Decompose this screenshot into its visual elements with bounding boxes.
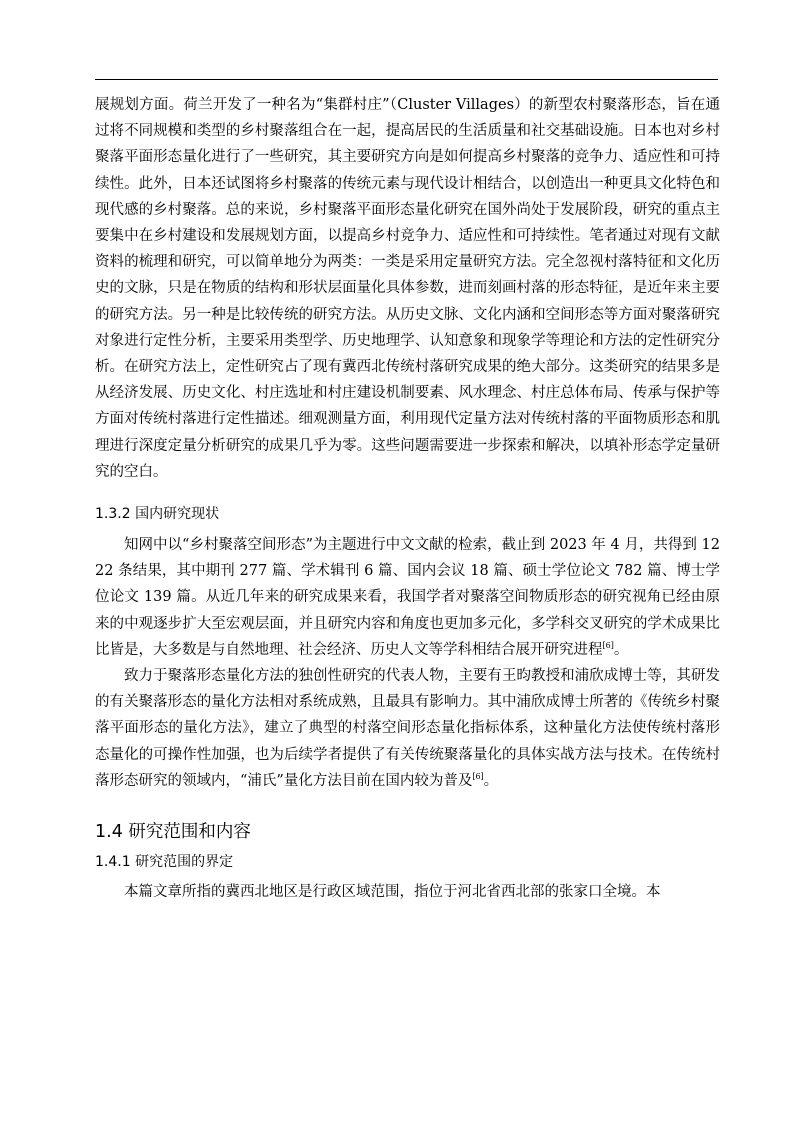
paragraph-end-mark: 。 (613, 641, 629, 658)
paragraph-end-mark: 。 (483, 772, 499, 789)
paragraph-quantification-method (95, 663, 720, 794)
heading-1-3-2: 1.3.2 国内研究现状 (95, 506, 220, 523)
heading-1-4: 1.4 研究范围和内容 (95, 822, 251, 843)
paragraph-study-area: 本篇文章所指的冀西北地区是行政区域范围，指位于河北省西北部的张家口全境。本 (124, 884, 661, 901)
header-rule (95, 79, 718, 80)
heading-1-4-1: 1.4.1 研究范围的界定 (95, 854, 234, 871)
page-content (95, 92, 720, 905)
paragraph-cnki-search-text: 知网中以“乡村聚落空间形态”为主题进行中文文献的检索，截止到 2023 年 4 月，共得到 1222 条结果，其中期刊 277 篇、学术辑刊 6 篇、国内会议 18 篇、硕士学位论文 782 篇、博士学位论文 139 篇。从近几年来的研究成果来看，我国学者对聚落空间物质形态的研究视角已经由原来的中观逐步扩大至宏观层面，并且研究内容和角度也更加多元化，多学科交叉研究的学术成果比比皆是，大多数是与自然地理、社会经济、历史人文等学科相结合展开研究进程 (95, 537, 720, 658)
paragraph-cnki-search (95, 532, 720, 663)
citation-6: [6] (602, 641, 614, 651)
paragraph-foreign-research-continued: 展规划方面。荷兰开发了一种名为“集群村庄”（Cluster Villages）的新型农村聚落形态，旨在通过将不同规模和类型的乡村聚落组合在一起，提高居民的生活质量和社交基础设施。日本也对乡村聚落平面形态量化进行了一些研究，其主要研究方向是如何提高乡村聚落的竞争力、适应性和可持续性。此外，日本还试图将乡村聚落的传统元素与现代设计相结合，以创造出一种更具文化特色和现代感的乡村聚落。总的来说，乡村聚落平面形态量化研究在国外尚处于发展阶段，研究的重点主要集中在乡村建设和发展规划方面，以提高乡村竞争力、适应性和可持续性。笔者通过对现有文献资料的梳理和研究，可以简单地分为两类：一类是采用定量研究方法。完全忽视村落特征和文化历史的文脉，只是在物质的结构和形状层面量化具体参数，进而刻画村落的形态特征，是近年来主要的研究方法。另一种是比较传统的研究方法。从历史文脉、文化内涵和空间形态等方面对聚落研究对象进行定性分析，主要采用类型学、历史地理学、认知意象和现象学等理论和方法的定性研究分析。在研究方法上，定性研究占了现有冀西北传统村落研究成果的绝大部分。这类研究的结果多是从经济发展、历史文化、村庄选址和村庄建设机制要素、风水理念、村庄总体布局、传承与保护等方面对传统村落进行定性描述。细观测量方面，利用现代定量方法对传统村落的平面物质形态和肌理进行深度定量分析研究的成果几乎为零。这些问题需要进一步探索和解决，以填补形态学定量研究的空白。 (95, 97, 720, 480)
paragraph-quantification-text: 致力于聚落形态量化方法的独创性研究的代表人物，主要有王昀教授和浦欣成博士等，其研发的有关聚落形态的量化方法相对系统成熟，且最具有影响力。其中浦欣成博士所著的《传统乡村聚落平面形态的量化方法》，建立了典型的村落空间形态量化指标体系，这种量化方法使传统村落形态量化的可操作性加强，也为后续学者提供了有关传统聚落量化的具体实战方法与技术。在传统村落形态研究的领域内，“浦氏”量化方法目前在国内较为普及 (95, 668, 720, 789)
citation-6: [6] (472, 772, 484, 782)
